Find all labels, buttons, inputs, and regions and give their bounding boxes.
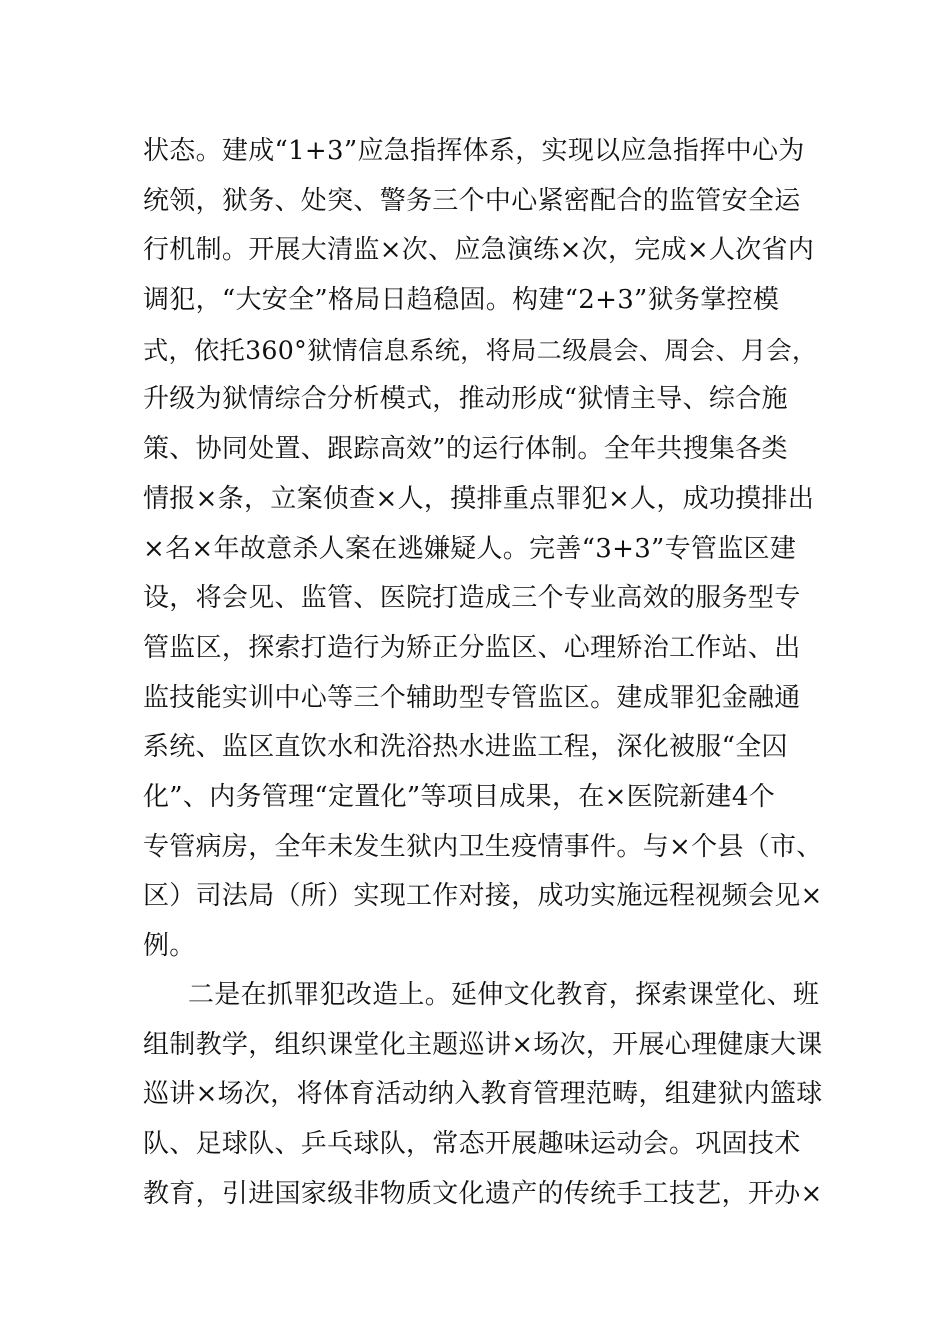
paragraph-line: 情报×条，立案侦查×人，摸排重点罪犯×人，成功摸排出 — [143, 483, 815, 514]
paragraph-line: 监技能实训中心等三个辅助型专管监区。建成罪犯金融通 — [143, 682, 801, 713]
paragraph-line: 策、协同处置、跟踪高效”的运行体制。全年共搜集各类 — [143, 434, 788, 465]
paragraph-line: 管监区，探索打造行为矫正分监区、心理矫治工作站、出 — [143, 632, 801, 663]
paragraph-line: 专管病房，全年未发生狱内卫生疫情事件。与×个县（市、 — [143, 831, 823, 862]
paragraph-line: 二是在抓罪犯改造上。延伸文化教育，探索课堂化、班 — [188, 980, 820, 1010]
paragraph-line: 调犯，“大安全”格局日趋稳固。构建“2+3”狱务掌控模 — [143, 285, 780, 316]
paragraph-line: 区）司法局（所）实现工作对接，成功实施远程视频会见× — [143, 881, 823, 912]
paragraph-line: 队、足球队、乒乓球队，常态开展趣味运动会。巩固技术 — [143, 1129, 801, 1160]
paragraph-line: 行机制。开展大清监×次、应急演练×次，完成×人次省内 — [143, 235, 815, 266]
paragraph-line: 式，依托360°狱情信息系统，将局二级晨会、周会、月会， — [143, 335, 818, 365]
paragraph-line: 状态。建成“1+3”应急指挥体系，实现以应急指挥中心为 — [143, 136, 805, 166]
paragraph-line: ×名×年故意杀人案在逃嫌疑人。完善“3+3”专管监区建 — [143, 533, 797, 564]
paragraph-line: 化”、内务管理“定置化”等项目成果，在×医院新建4个 — [143, 781, 776, 812]
paragraph-line: 例。 — [143, 931, 196, 961]
paragraph-line: 升级为狱情综合分析模式，推动形成“狱情主导、综合施 — [143, 384, 788, 415]
paragraph-1 — [143, 127, 823, 972]
paragraph-line: 系统、监区直饮水和洗浴热水进监工程，深化被服“全囚 — [143, 732, 788, 763]
paragraph-line: 统领，狱务、处突、警务三个中心紧密配合的监管安全运 — [143, 185, 801, 216]
paragraph-2 — [143, 971, 823, 1219]
paragraph-line: 巡讲×场次，将体育活动纳入教育管理范畴，组建狱内篮球 — [143, 1079, 823, 1110]
paragraph-line: 组制教学，组织课堂化主题巡讲×场次，开展心理健康大课 — [143, 1029, 823, 1060]
paragraph-line: 教育，引进国家级非物质文化遗产的传统手工技艺，开办× — [143, 1178, 823, 1209]
paragraph-line: 设，将会见、监管、医院打造成三个专业高效的服务型专 — [143, 583, 801, 614]
